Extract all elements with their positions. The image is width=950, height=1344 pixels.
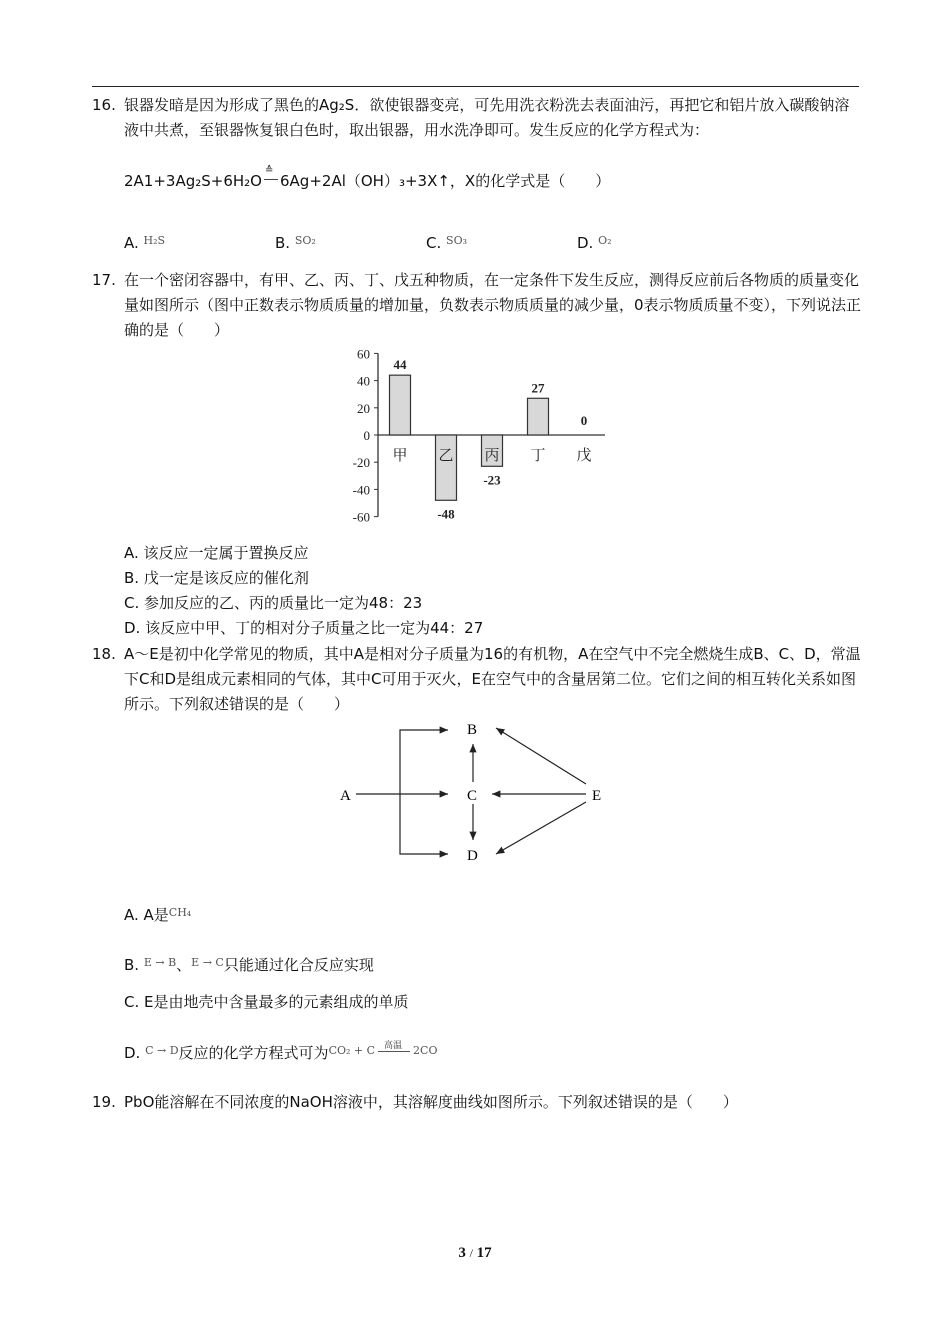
question-text: PbO能溶解在不同浓度的NaOH溶液中，其溶解度曲线如图所示。下列叙述错误的是（ ） [124,1093,738,1111]
y-tick-label: 0 [363,428,370,443]
mass-change-bar-chart [330,340,620,530]
reaction-condition: 高温 [384,1041,403,1051]
page-total: 17 [476,1245,492,1261]
category-label: 丙 [484,448,500,464]
formula-product: 2CO [413,1044,438,1057]
y-tick-label: -60 [352,509,370,525]
option-text: 只能通过化合反应实现 [223,956,374,974]
q16-option-b[interactable] [275,230,316,254]
option-text: A. A是 [124,906,169,924]
option-letter: C. [426,234,442,252]
question-text: A～E是初中化学常见的物质，其中A是相对分子质量为16的有机物，A在空气中不完全燃烧生成B、C、D，常温下C和D是组成元素相同的气体，其中C可用于灭火，E在空气中的含量居第二位。它们之间的相互转化关系如图所示。下列叙述错误的是（ ） [124,645,861,713]
option-formula: CH₄ [168,906,192,919]
option-formula: SO₃ [446,234,467,247]
q18-option-b[interactable] [124,952,374,976]
option-text: 反应的化学方程式可为 [178,1044,329,1062]
q18-option-a[interactable] [124,902,191,926]
data-label: -23 [483,472,501,488]
q17-option-c[interactable]: C. 参加反应的乙、丙的质量比一定为48：23 [124,594,423,612]
q17-option-a[interactable]: A. 该反应一定属于置换反应 [124,544,309,562]
page-separator: / [469,1246,473,1260]
question-number: 18. [92,645,116,663]
y-tick-label: 20 [357,400,370,416]
formula-c-d: C → D [145,1044,179,1057]
q16-option-d[interactable] [577,230,612,254]
arrow-a-b [400,730,448,794]
option-letter: B. [124,956,144,974]
category-label: 乙 [438,448,454,464]
question-text: 在一个密闭容器中，有甲、乙、丙、丁、戊五种物质，在一定条件下发生反应，测得反应前后各物质的质量变化量如图所示（图中正数表示物质质量的增加量，负数表示物质质量的减少量，0表示物质质量不变），下列说法正确的是（ ） [124,271,862,339]
category-label: 甲 [392,448,408,464]
data-label: 0 [580,413,588,428]
category-label: 戊 [576,448,592,464]
formula-e-b: E → B [143,956,177,969]
data-label: -48 [437,506,455,522]
page-number: 3 [458,1245,466,1261]
formula-reactants: CO₂ + C [328,1044,376,1057]
q16-equation [124,165,611,192]
q18-option-c[interactable]: C. E是由地壳中含量最多的元素组成的单质 [124,993,409,1011]
question-number: 16. [92,96,116,114]
node-b: B [467,722,478,738]
node-c: C [467,788,478,804]
question-17 [92,268,862,343]
node-a: A [340,788,351,804]
header-rule [92,86,859,87]
q17-option-d[interactable]: D. 该反应中甲、丁的相对分子质量之比一定为44：27 [124,619,484,637]
data-label: 27 [531,380,545,396]
arrow-e-d [496,802,586,854]
formula-e-c: E → C [191,956,224,969]
conversion-diagram [330,712,620,867]
bar-甲 [390,375,411,435]
node-e: E [592,788,602,804]
data-label: 44 [393,357,407,373]
condition-mark: ≙ [265,165,274,176]
equation-right: 6Ag+2Al（OH）₃+3X↑，X的化学式是（ ） [280,172,611,190]
q17-option-b[interactable]: B. 戊一定是该反应的催化剂 [124,569,309,587]
q16-option-c[interactable] [426,230,467,254]
q16-option-a[interactable] [124,230,165,254]
y-tick-label: -20 [352,455,370,471]
equation-left: 2A1+3Ag₂S+6H₂O [124,172,262,190]
option-letter: D. [124,1044,146,1062]
question-text: 银器发暗是因为形成了黑色的Ag₂S．欲使银器变亮，可先用洗衣粉洗去表面油污，再把它和铝片放入碳酸钠溶液中共煮，至银器恢复银白色时，取出银器，用水洗净即可。发生反应的化学方程式为： [124,96,850,139]
question-16 [92,93,862,143]
bar-乙 [436,435,457,500]
y-tick-label: -40 [352,482,370,498]
question-19 [92,1090,862,1115]
bar-丁 [528,398,549,435]
category-label: 丁 [530,448,546,464]
option-formula: H₂S [143,234,166,247]
question-number: 19. [92,1093,116,1111]
page-footer [0,1245,950,1262]
arrow-e-b [496,728,586,784]
arrow-a-d [400,794,448,854]
option-letter: D. [577,234,594,252]
separator: 、 [176,956,192,974]
option-letter: A. [124,234,139,252]
q18-option-d[interactable] [124,1040,437,1064]
question-number: 17. [92,271,116,289]
option-formula: O₂ [598,234,612,247]
y-tick-label: 60 [357,346,370,362]
option-formula: SO₂ [294,234,316,247]
y-tick-label: 40 [357,373,370,389]
question-18 [92,642,862,717]
option-letter: B. [275,234,291,252]
node-d: D [467,848,478,864]
